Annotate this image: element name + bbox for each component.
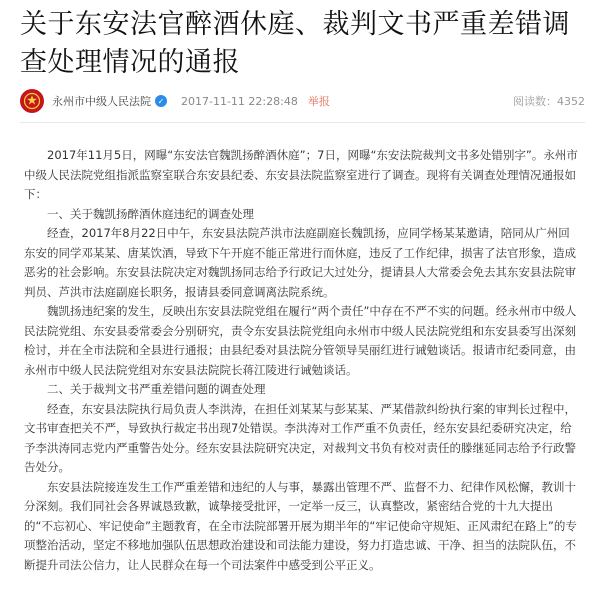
body-paragraph: 经查，东安县法院执行局负责人李洪涛，在担任刘某某与彭某某、严某借款纠纷执行案的审判长过程中，文书审查把关不严，导致执行裁定书出现7处错误。李洪涛对工作严重不负责任，经东安县纪委研究决定，给予李洪涛同志党内严重警告处分。经东安县法院研究决定，对裁判文书负有校对责任的滕继延同志给予行政警告处分。 (24, 401, 576, 474)
publish-timestamp: 2017-11-11 22:28:48 (181, 94, 298, 108)
report-link[interactable]: 举报 (307, 95, 330, 108)
body-paragraph: 经查，2017年8月22日中午，东安县法院芦洪市法庭副庭长魏凯扬，应同学杨某某邀请，陪同从广州回东安的同学邓某某、唐某饮酒，导致下午开庭不能正常进行而休庭，违反了工作纪律，损害了法官形象，造成恶劣的社会影响。东安县法院决定对魏凯扬同志给予行政记大过处分，提请县人大常委会免去其东安县法院审判员、芦洪市法庭副庭长职务，报请县委同意调离法院系统。 (24, 226, 576, 299)
account-name-link[interactable]: 永州市中级人民法院 (52, 95, 151, 108)
article-title: 关于东安法官醉酒休庭、裁判文书严重差错调查处理情况的通报 (20, 9, 570, 78)
body-paragraph: 2017年11月5日，网曝“东安法官魏凯扬醉酒休庭”；7日，网曝“东安法院裁判文书多处错别字”。永州市中级人民法院党组指派监察室联合东安县纪委、东安县法院监察室进行了调查。现将有关调查处理情况通报如下： (24, 148, 578, 201)
meta-divider (20, 122, 585, 123)
read-count: 阅读数：4352 (513, 95, 585, 108)
body-paragraph: 东安县法院接连发生工作严重差错和违纪的人与事，暴露出管理不严、监督不力、纪律作风松懈，教训十分深刻。我们同社会各界诚恳致歉，诚挚接受批评，一定举一反三，认真整改，紧密结合党的十九大提出的“不忘初心、牢记使命”主题教育，在全市法院部署开展为期半年的“牢记使命守规矩、正风肃纪在路上”的专项整治活动，坚定不移地加强队伍思想政治建设和司法能力建设，努力打造忠诚、干净、担当的法院队伍，不断提升司法公信力，让人民群众在每一个司法案件中感受到公平正义。 (24, 479, 577, 572)
court-emblem-icon[interactable] (20, 89, 44, 113)
section-heading: 二、关于裁判文书严重差错问题的调查处理 (47, 382, 266, 396)
section-heading: 一、关于魏凯扬醉酒休庭违纪的调查处理 (47, 206, 254, 221)
body-paragraph: 魏凯扬违纪案的发生，反映出东安县法院党组在履行“两个责任”中存在不严不实的问题。经永州市中级人民法院党组、东安县委常委会分别研究，责令东安县法院党组向永州市中级人民法院党组和东安县委写出深刻检讨，并在全市法院和全县进行通报；由县纪委对县法院分管领导吴丽红进行诫勉谈话。报请市纪委同意，由永州市中级人民法院党组对东安县法院院长蒋江陵进行诫勉谈话。 (24, 304, 577, 377)
verified-check-icon: ✓ (155, 95, 167, 107)
article-body (24, 146, 580, 575)
article-meta (20, 88, 585, 114)
